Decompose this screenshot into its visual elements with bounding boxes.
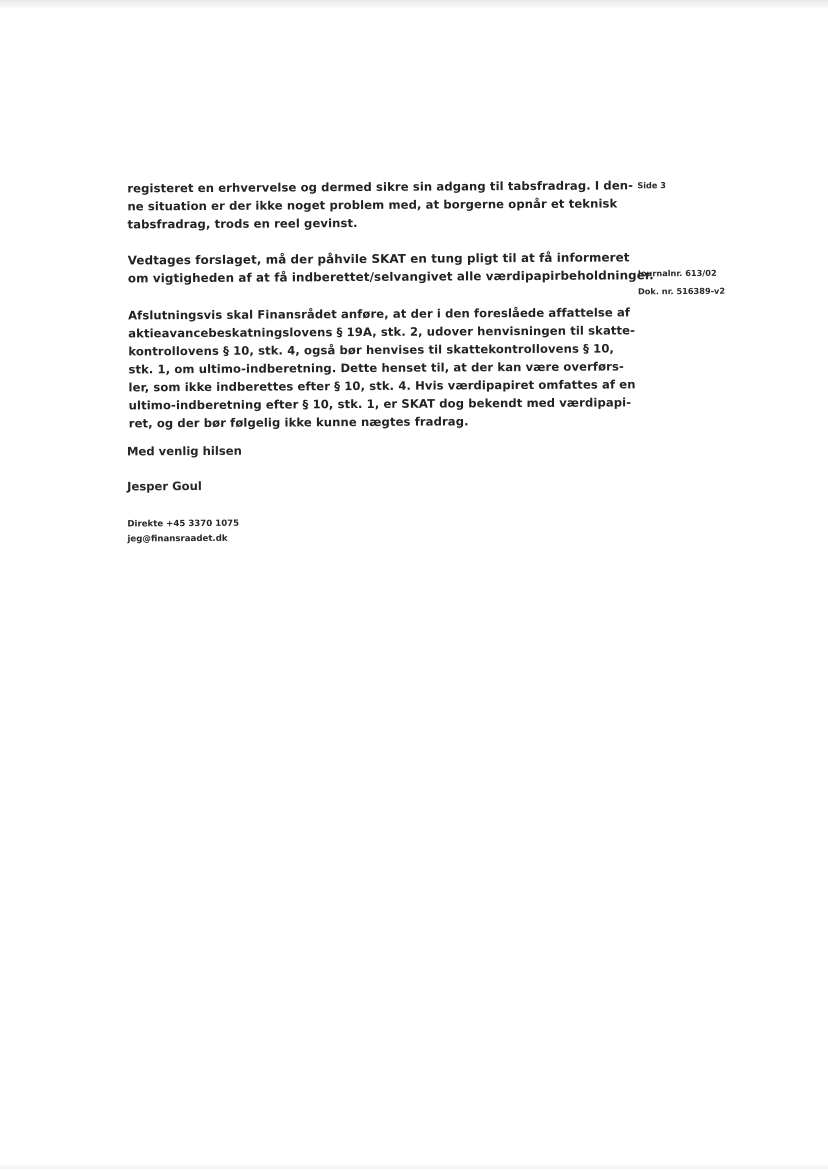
text-line: ultimo-indberetning efter § 10, stk. 1, er SKAT dog bekendt med værdipapi- <box>128 395 632 413</box>
text-line: kontrollovens § 10, stk. 4, også bør henvises til skattekontrollovens § 10, <box>128 341 615 359</box>
contact-block <box>127 517 239 548</box>
text-line: Vedtages forslaget, må der påhvile SKAT en tung pligt til at få informeret <box>127 250 630 268</box>
signer-name: Jesper Goul <box>127 478 202 494</box>
text-line: om vigtigheden af at få indberettet/selvangivet alle værdipapirbeholdninger. <box>127 268 654 286</box>
text-line: tabsfradrag, trods en reel gevinst. <box>127 216 358 232</box>
text-line: stk. 1, om ultimo-indberetning. Dette henset til, at der kan være overførs- <box>128 359 624 377</box>
email-address: jeg@finansraadet.dk <box>127 533 228 545</box>
text-line: ret, og der bør følgelig ikke kunne nægtes fradrag. <box>128 414 469 431</box>
scan-edge-bottom <box>0 1163 828 1169</box>
text-line: Afslutningsvis skal Finansrådet anføre, at der i den foreslåede affattelse af <box>128 305 631 323</box>
text-line: aktieavancebeskatningslovens § 19A, stk. 2, udover henvisningen til skatte- <box>128 323 636 341</box>
text-line: registeret en erhvervelse og dermed sikre sin adgang til tabsfradrag. I den- <box>127 178 634 196</box>
page-number: Side 3 <box>637 180 667 191</box>
closing-greeting: Med venlig hilsen <box>126 443 242 459</box>
paragraph-conclusion <box>128 304 636 433</box>
direct-phone: Direkte +45 3370 1075 <box>127 518 240 530</box>
journal-number: Journalnr. 613/02 <box>637 267 717 279</box>
text-line: ler, som ikke indberettes efter § 10, stk. 4. Hvis værdipapiret omfattes af en <box>128 377 636 395</box>
paragraph-tax-loss <box>127 177 634 234</box>
text-line: ne situation er der ikke noget problem med, at borgerne opnår et teknisk <box>127 196 618 214</box>
paragraph-skat-duty <box>127 249 654 288</box>
document-number: Dok. nr. 516389-v2 <box>637 285 726 297</box>
